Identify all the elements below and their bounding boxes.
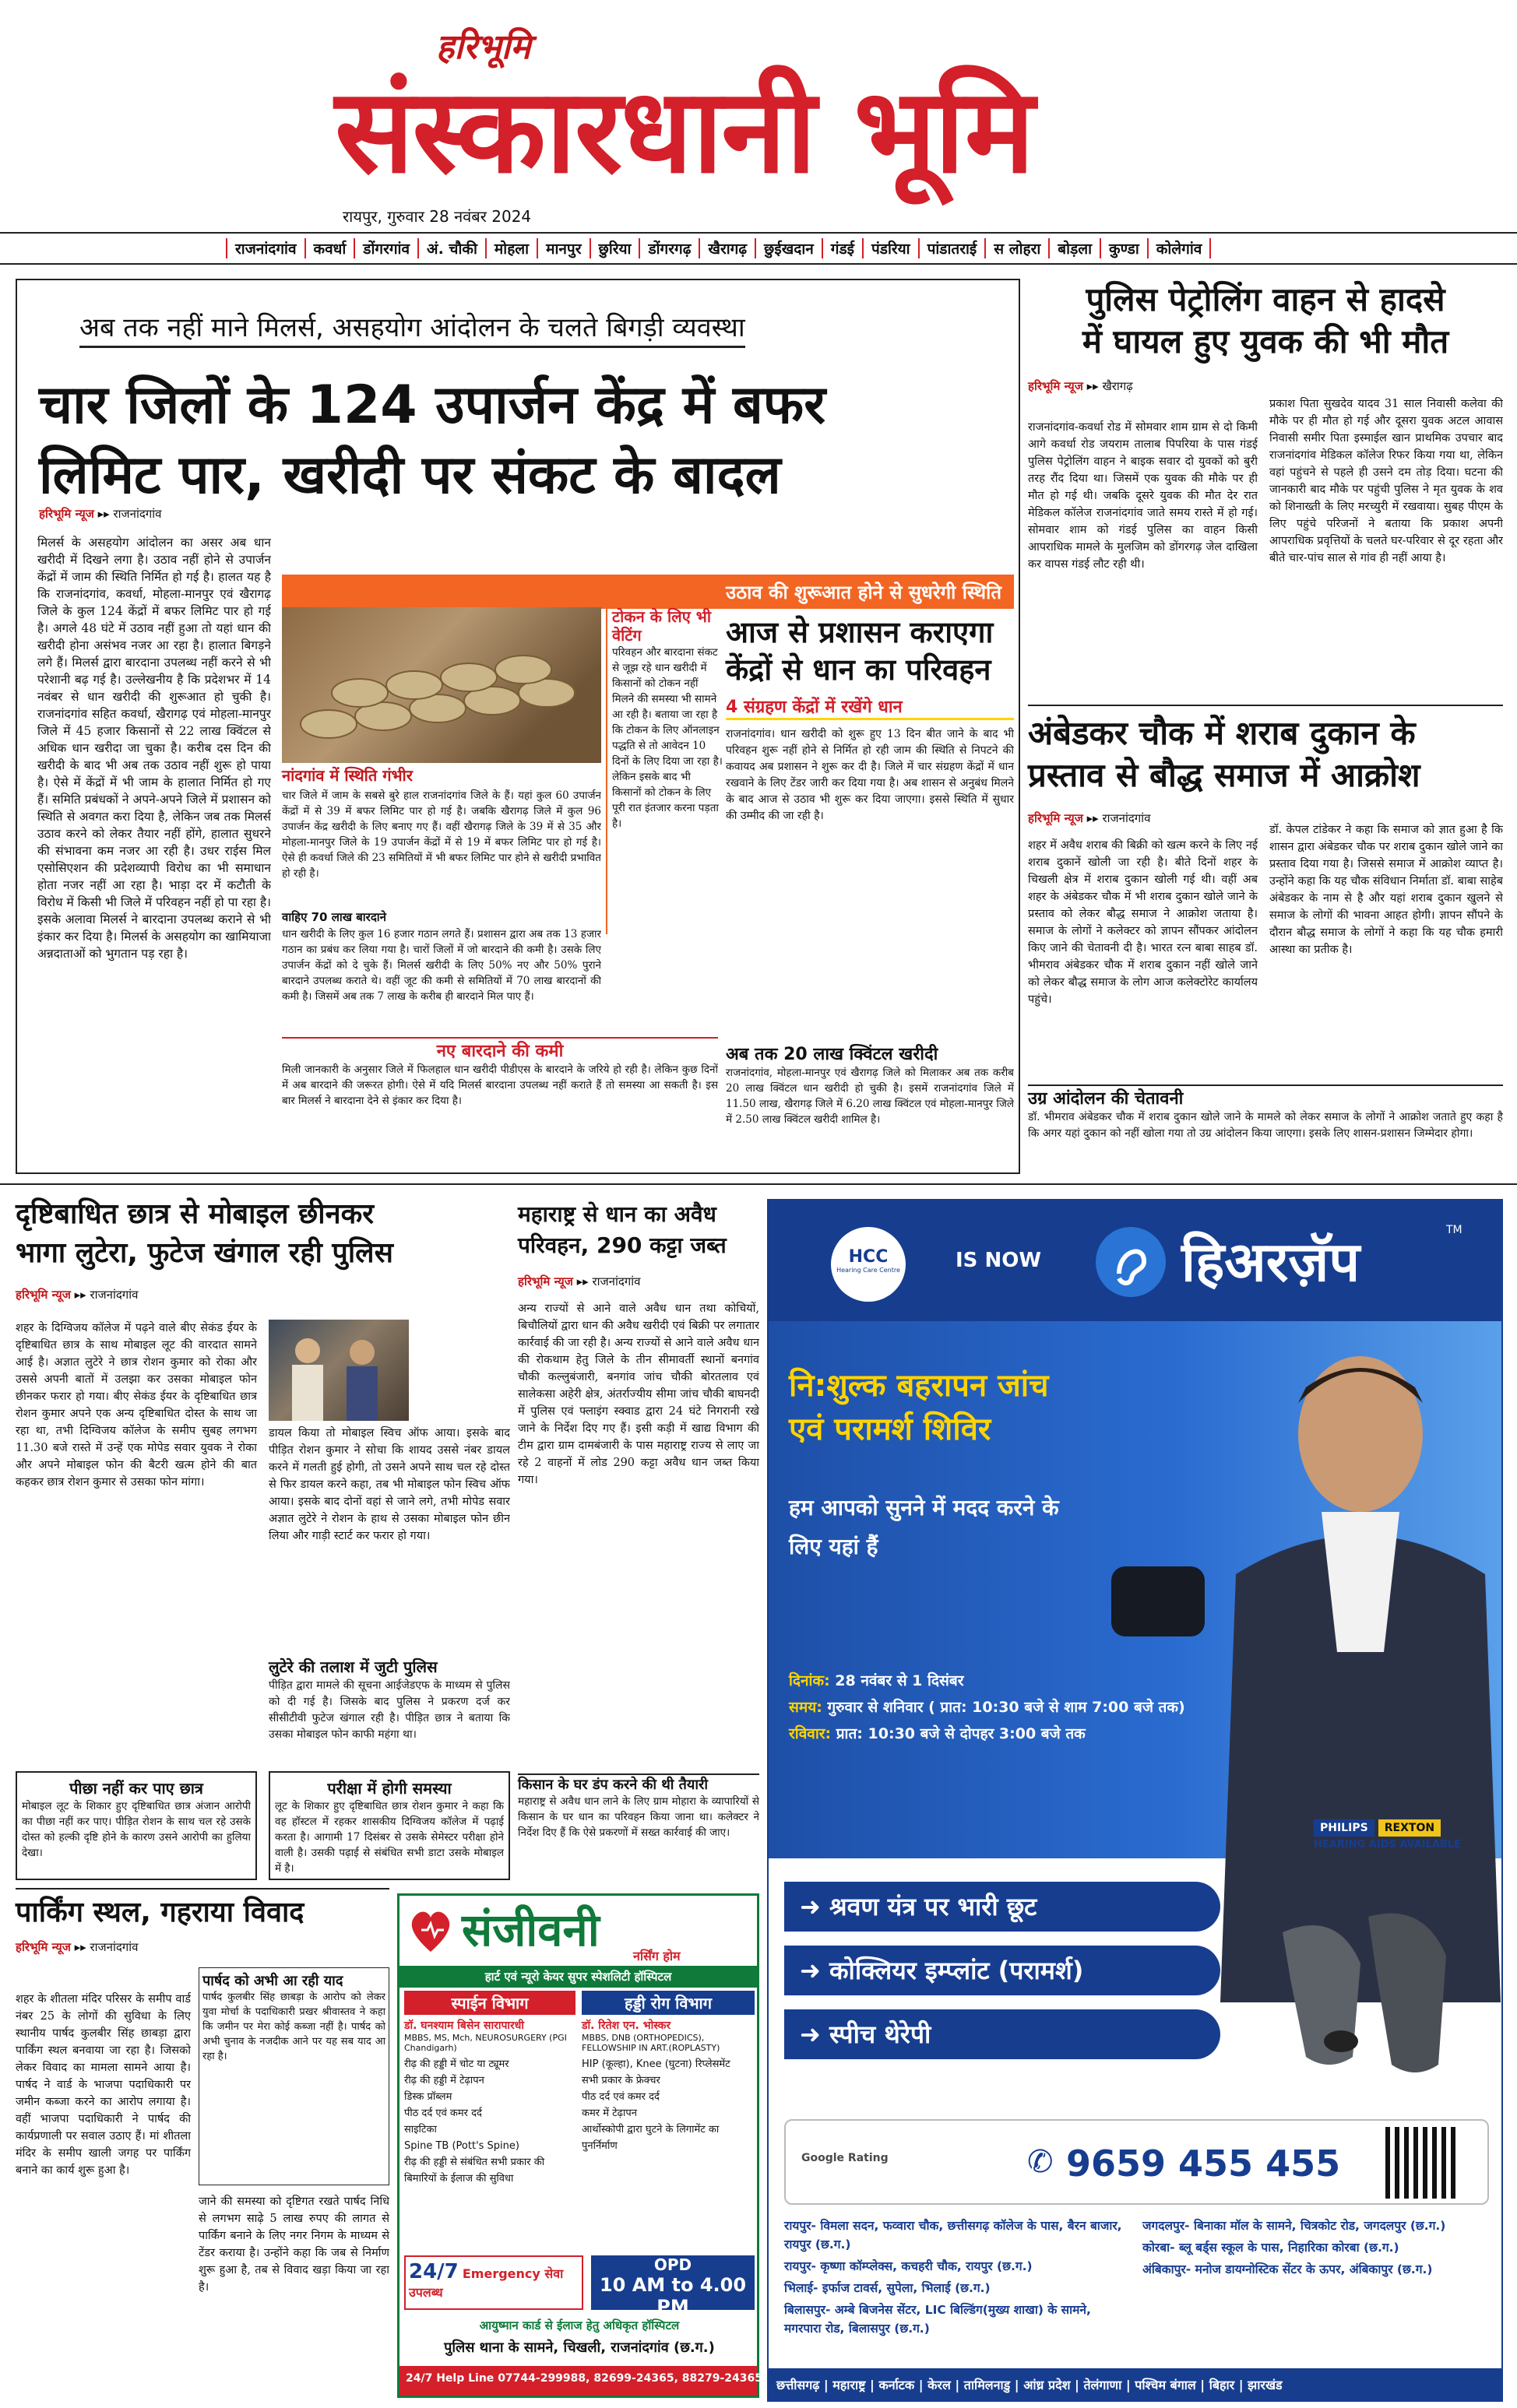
- byline-brand: हरिभूमि न्यूज: [39, 507, 94, 521]
- arrow-icon: ➜: [800, 2020, 829, 2049]
- list-item: Spine TB (Pott's Spine): [404, 2140, 519, 2152]
- police-column-1: राजनांदगांव-कवर्धा रोड में सोमवार शाम ग्राम से दो किमी आगे कवर्धा रोड जयराम तालाब पिपरिया के पास गंडई पुलिस पेट्रोलिंग वाहन ने बाइक सवार दो युवकों को बुरी तरह रौंद दिया था। जिसमें एक युवक की मौके पर ही मौत हो गई थी। जबकि दूसरे युवक की मौत देर रात मेडिकल कॉलेज राजनांदगांव जाते समय रास्ते में हो गई। सोमवार शाम को गंडई पुलिस का वाहन किसी आपराधिक मामले के मुलजिम को डोंगरगढ़ जेल दाखिला कर वापस गंडई लौट रही थी।: [1028, 421, 1258, 571]
- hospital-address: पुलिस थाना के सामने, चिखली, राजनांदगांव (छ.ग.): [444, 2339, 715, 2356]
- transport-headline-1: आज से प्रशासन कराएगा: [726, 615, 994, 649]
- tagline-1: हम आपको सुनने में मदद करने के: [789, 1495, 1059, 1520]
- purchase-box-text: राजनांदगांव, मोहला-मानपुर एवं खैरागढ़ जिले को मिलाकर अब तक करीब 20 लाख क्विंटल धान खरीदी हो चुकी है। इसमें राजनांदगांव जिले में 11.50 लाख, खैरागढ़ जिले में 6.20 लाख क्विंटल एवं मोहला-मानपुर जिले में 2.50 लाख क्विंटल खरीदी शामिल है।: [726, 1067, 1014, 1126]
- helpline-numbers[interactable]: 07744-299988, 82699-24365, 88279-24365: [498, 2372, 762, 2385]
- camp-title-1: नि:शुल्क बहरापन जांच: [789, 1368, 1049, 1404]
- police-story: [1028, 279, 1503, 699]
- address-col-right: [1142, 2216, 1485, 2279]
- ayushman-line: आयुष्मान कार्ड से ईलाज हेतु अधिकृत हॉस्पिटल: [479, 2318, 680, 2332]
- city-item[interactable]: मोहला: [487, 238, 538, 258]
- parking-column-1: शहर के शीतला मंदिर परिसर के समीप वार्ड नंबर 25 के लोगों की सुविधा के लिए स्थानीय पार्षद कुलबीर सिंह छाबड़ा द्वारा पार्किंग स्थल बनवाया जा रहा है। जिसको लेकर विवाद का मामला सामने आया है। पार्षद ने वार्ड के भाजपा पदाधिकारी पर जमीन कब्जा करने का आरोप लगाया है। वहीं भाजपा पदाधिकारी ने पार्षद की कार्यप्रणाली पर सवाल उठाए हैं। मां शीतला मंदिर के समीप खाली जगह पर पार्किंग बनाने का कार्य शुरू हुआ है।: [16, 1993, 191, 2177]
- rice-headline-1: महाराष्ट्र से धान का अवैध: [518, 1201, 716, 1227]
- is-now: IS NOW: [956, 1249, 1041, 1272]
- address-item: रायपुर- विमला सदन, फव्वारा चौक, छत्तीसगढ़ कॉलेज के पास, बैरन बाजार, रायपुर (छ.ग.): [784, 2219, 1122, 2252]
- ortho-dept-title: हड्डी रोग विभाग: [582, 1991, 755, 2015]
- city-item[interactable]: कोलेगांव: [1149, 238, 1212, 258]
- rexton-logo: REXTON: [1378, 1819, 1441, 1837]
- arrow-icon: ➜: [800, 1956, 829, 1985]
- transport-headline-2: केंद्रों से धान का परिवहन: [726, 652, 991, 687]
- hearzap-ad[interactable]: [767, 1199, 1503, 2402]
- address-item: कोरबा- ब्लू बर्ड्स स्कूल के पास, निहारिका कोरबा (छ.ग.): [1142, 2241, 1399, 2255]
- parking-story: [16, 1888, 389, 2402]
- lead-story: [16, 279, 1020, 1174]
- phone-number[interactable]: 9659 455 455: [1066, 2143, 1341, 2185]
- token-box: [606, 607, 723, 934]
- hearing-aids-image: [1251, 1886, 1485, 2088]
- ortho-doctor: डॉ. रितेश एन. भोस्कर: [582, 2020, 671, 2032]
- state-item: महाराष्ट्र: [832, 2378, 866, 2392]
- top-rule: [0, 232, 1517, 234]
- hearzap-brand: हिअरज़ॅप: [1181, 1230, 1360, 1294]
- city-item[interactable]: डोंगरगढ़: [640, 238, 700, 258]
- state-item: कर्नाटक: [878, 2378, 915, 2392]
- opd-block: [591, 2255, 755, 2318]
- transport-strap: 4 संग्रहण केंद्रों में रखेंगे धान: [726, 694, 1014, 720]
- theft-headline-1: दृष्टिबाधित छात्र से मोबाइल छीनकर: [16, 1198, 374, 1230]
- byline-place: राजनांदगांव: [113, 507, 162, 521]
- branch-addresses: [784, 2216, 1489, 2361]
- partners-note: HEARING AIDS AVAILABLE: [1314, 1839, 1461, 1851]
- ambedkar-story: [1028, 712, 1503, 1172]
- sunday-value: प्रात: 10:30 बजे से दोपहर 3:00 बजे तक: [836, 1725, 1086, 1742]
- state-item: पश्चिम बंगाल: [1135, 2378, 1196, 2392]
- byline-place: खैरागढ़: [1102, 379, 1133, 393]
- lead-strap: उठाव की शुरूआत होने से सुधरेगी स्थिति: [282, 575, 1014, 609]
- hcc-logo-text: HCC: [848, 1247, 889, 1267]
- spine-doctor-degree: MBBS, MS, Mch, NEUROSURGERY (PGI Chandigarh): [404, 2033, 567, 2053]
- lead-column-3: धान खरीदी के लिए कुल 16 हजार गठान लगते हैं। प्रशासन द्वारा अब तक 13 हजार गठान का प्रबंध कर लिया गया है। चारों जिलों में जो बारदाने की कमी है। उसके लिए उपार्जन केंद्रों को दे चुके हैं। मिलर्स खरीदी के लिए 50% नए और 50% पुराने बारदाने उपलब्ध कराते थे। वहीं जूट की कमी से समितियों में 70 लाख बारदानों की कमी है। जिसमें अब तक 7 लाख के करीब ही बारदाने मिल पाए हैं।: [282, 928, 601, 1003]
- chase-box-text: मोबाइल लूट के शिकार हुए दृष्टिबाधित छात्र अंजान आरोपी का पीछा नहीं कर पाए। पीड़ित रोशन के साथ चल रहे उसके दोस्त को हल्की दृष्टि होने के कारण उसने आरोपी का हुलिया देखा।: [22, 1800, 251, 1859]
- address-item: अंबिकापुर- मनोज डायग्नोस्टिक सेंटर के ऊपर, अंबिकापुर (छ.ग.): [1142, 2262, 1433, 2276]
- lead-kicker: अब तक नहीं माने मिलर्स, असहयोग आंदोलन के चलते बिगड़ी व्यवस्था: [79, 308, 745, 348]
- service-label: कोक्लियर इम्प्लांट (परामर्श): [829, 1956, 1084, 1985]
- spine-services: [404, 2056, 575, 2187]
- list-item: डिस्क प्रॉब्लम: [404, 2091, 452, 2103]
- dump-box-text: महाराष्ट्र से अवैध धान लाने के लिए ग्राम मोहारा के व्यापारियों से किसान के घर धान का परिवहन किया जाना था। कलेक्टर ने निर्देश दिए हैं कि ऐसे प्रकरणों में सख्त कार्रवाई की जाए।: [518, 1795, 759, 1839]
- byline-place: राजनांदगांव: [90, 1288, 139, 1302]
- city-item[interactable]: छुईखदान: [756, 238, 823, 258]
- lead-headline-line2: लिमिट पार, खरीदी पर संकट के बादल: [39, 445, 781, 506]
- city-item[interactable]: कवर्धा: [306, 238, 356, 258]
- city-item[interactable]: पंडरिया: [864, 238, 920, 258]
- rice-headline-2: परिवहन, 290 कट्टा जब्त: [518, 1232, 727, 1258]
- states-bar: छत्तीसगढ़ | महाराष्ट्र | कर्नाटक | केरल | तामिलनाडु | आंध्र प्रदेश | तेलंगाणा | पश्चिम बंगाल | बिहार | झारखंड: [769, 2368, 1503, 2402]
- byline-place: राजनांदगांव: [592, 1274, 641, 1288]
- state-item: आंध्र प्रदेश: [1023, 2378, 1071, 2392]
- service-item[interactable]: [784, 1946, 1220, 1995]
- councillor-box-text: पार्षद कुलबीर सिंह छाबड़ा के आरोप को लेकर युवा मोर्चा के पदाधिकारी प्रखर श्रीवास्तव ने कहा कि जमीन पर मेरा कोई कब्जा नहीं है। पार्षद को अभी चुनाव के नजदीक आने पर यह सब याद आ रहा है।: [202, 1991, 385, 2062]
- list-item: कमर में टेढ़ापन: [582, 2107, 637, 2119]
- schedule-date: [789, 1668, 1225, 1694]
- tagline: [789, 1489, 1225, 1566]
- parking-byline: हरिभूमि न्यूज ▸▸ राजनांदगांव: [16, 1940, 139, 1954]
- city-item[interactable]: छुरिया: [591, 238, 641, 258]
- theft-column-2: डायल किया तो मोबाइल स्विच ऑफ आया। इसके बाद पीड़ित रोशन कुमार ने सोचा कि शायद उससे नंबर डायल करने में गलती हुई होगी, तो उसने अपने साथ चल रहे दोस्त से फिर डायल करने कहा, तब भी मोबाइल फोन स्विच ऑफ आया। इसके बाद दोनों वहां से जाने लगे, तभी मोपेड सवार अज्ञात लुटेरे ने रोशन के हाथ से उसका मोबाइल फोन छीन लिया और गाड़ी स्टार्ट कर फरार हो गया।: [269, 1427, 510, 1542]
- sunday-label: रविवार:: [789, 1725, 832, 1742]
- city-item[interactable]: गंडई: [823, 238, 864, 258]
- chase-box-head: पीछा नहीं कर पाए छात्र: [69, 1779, 203, 1798]
- address-col-left: [784, 2216, 1127, 2338]
- list-item: रीढ़ की हड्डी से संबंधित सभी प्रकार की बिमारियों के ईलाज की सुविधा: [404, 2157, 545, 2185]
- token-box-text: परिवहन और बारदाना संकट से जूझ रहे धान खरीदी में किसानों को टोकन नहीं मिलने की समस्या भी सामने आ रही है। बताया जा रहा है कि टोकन के लिए ऑनलाइन पद्धति से तो आवेदन 10 दिनों के लिए दिया जा रहा है। लेकिन इसके बाद भी किसानों को टोकन के लिए पूरी रात इंतजार करना पड़ता है।: [612, 646, 723, 830]
- time-label: समय:: [789, 1699, 822, 1716]
- byline-brand: हरिभूमि न्यूज: [518, 1274, 573, 1288]
- ambedkar-headline-1: अंबेडकर चौक में शराब दुकान के: [1028, 714, 1416, 752]
- partners: [1314, 1819, 1493, 1851]
- helpline-label: 24/7 Help Line: [406, 2372, 495, 2385]
- students-photo: [269, 1320, 409, 1421]
- hcc-logo-sub: Hearing Care Centre: [836, 1267, 900, 1274]
- lead-headline-line1: चार जिलों के 124 उपार्जन केंद्र में बफर: [39, 374, 826, 436]
- search-text: पीड़ित द्वारा मामले की सूचना आईजेडएफ के माध्यम से पुलिस को दी गई है। जिसके बाद पुलिस ने प्रकरण दर्ज कर सीसीटीवी फुटेज खंगाल रही है। पीड़ित छात्र ने बताया कि उसका मोबाइल फोन काफी महंगा था।: [269, 1679, 510, 1741]
- lead-column-2: चार जिले में जाम के सबसे बुरे हाल राजनांदगांव जिले के हैं। यहां कुल 60 उपार्जन केंद्रों में से 39 में बफर लिमिट पार हो गई है। जबकि खैरागढ़ जिले में कुल 96 उपार्जन केंद्र खरीदी के लिए बनाए गए हैं। वहीं खैरागढ़ जिले के 39 में से 35 और मोहला-मानपुर जिले के 19 उपार्जन केंद्रों में से 19 में बफर लिमिट पार हो गई है। ऐसे ही कवर्धा जिले की 23 समितियों में भी बफर लिमिट पार होने से खरीदी प्रभावित हो रही है।: [282, 789, 601, 880]
- masthead-group: हरिभूमि: [436, 27, 531, 67]
- exam-box: [269, 1771, 510, 1880]
- sanjivani-name: संजीवनी: [462, 1904, 600, 1956]
- qr-code-icon[interactable]: [1385, 2127, 1457, 2199]
- emergency-block: [404, 2255, 583, 2310]
- service-label: श्रवण यंत्र पर भारी छूट: [829, 1892, 1037, 1921]
- list-item: आर्थोस्कोपी द्वारा घुटने के लिगामेंट का पुनर्निर्माण: [582, 2124, 720, 2152]
- warning-box: [1028, 1084, 1503, 1170]
- address-item: रायपुर- कृष्णा कॉम्प्लेक्स, कचहरी चौक, रायपुर (छ.ग.): [784, 2259, 1033, 2273]
- city-strip: [226, 238, 1511, 258]
- service-item[interactable]: [784, 2009, 1220, 2059]
- opd-label: OPD: [653, 2255, 692, 2274]
- dateline: रायपुर, गुरुवार 28 नवंबर 2024: [343, 207, 532, 226]
- bardane-box-head: नए बारदाने की कमी: [436, 1042, 564, 1061]
- dump-box: [518, 1773, 759, 1880]
- ambedkar-column-1: शहर में अवैध शराब की बिक्री को खत्म करने के लिए नई शराब दुकानें खोली जा रही है। बीते दिनों शहर के चिखली क्षेत्र में शराब दुकान खोली गई थी। वहीं अब शहर के अंबेडकर चौक में भी शराब दुकान खोले जाने के प्रस्ताव को लेकर बौद्ध समाज ने आक्रोश जताया है। समाज के लोगों ने कलेक्टर को ज्ञापन सौंपकर आंदोलन किए जाने की चेतावनी दी है। भारत रत्न बाबा साहब डॉ. भीमराव अंबेडकर चौक में शराब दुकान नहीं खोले जाने को लेकर बौद्ध समाज के लोग आज कलेक्टोरेट कार्यालय पहुंचे।: [1028, 839, 1258, 1006]
- theft-column-1: शहर के दिग्विजय कॉलेज में पढ़ने वाले बीए सेकंड ईयर के दृष्टिबाधित छात्र के साथ मोबाइल लूट की वारदात सामने आई है। अज्ञात लुटेरे ने छात्र रोशन कुमार को रोका और उससे अपनी बातों में उलझा कर उसका मोबाइल फोन छीनकर फरार हो गया। बीए सेकंड ईयर के दृष्टिबाधित छात्र रोशन कुमार अपने एक अन्य दृष्टिबाधित दोस्त के साथ जा रहा था, तभी दिग्विजय कॉलेज के समीप सुबह लगभग 11.30 बजे रास्ते में उन्हें एक मोपेड सवार युवक ने रोका और अपने मोबाइल फोन की बैटरी खत्म होने की बात कहकर छात्र रोशन कुमार से उसका फोन मांगा।: [16, 1322, 257, 1489]
- police-column-2: प्रकाश पिता सुखदेव यादव 31 साल निवासी कलेवा की मौके पर ही मौत हो गई और दूसरा युवक अटल आवास निवासी समीर पिता इस्माईल खान प्राथमिक उपचार बाद राजनांदगांव मेडिकल कॉलेज रिफर किया गया था, लेकिन वहां पहुंचने से पहले ही उसने दम तोड़ दिया। घटना की जानकारी बाद मौके पर पहुंची पुलिस ने मृत युवक के शव को शिनाख्ती के लिए मरच्युरी में रखवाया। सुबह पीएम के लिए पहुंचे परिजनों ने बताया कि प्रकाश अपनी आपराधिक प्रवृत्तियों के चलते घर-परिवार से दूर रहता और बीते चार-पांच साल से गांव ही नहीं आया है।: [1269, 398, 1503, 564]
- byline-brand: हरिभूमि न्यूज: [1028, 379, 1083, 393]
- rice-byline: हरिभूमि न्यूज ▸▸ राजनांदगांव: [518, 1274, 641, 1288]
- contact-bar: [784, 2119, 1489, 2205]
- exam-box-text: लूट के शिकार हुए दृष्टिबाधित छात्र रोशन कुमार ने कहा कि वह हॉस्टल में रहकर शासकीय दिग्विजय कॉलेज में पढ़ाई करता है। आगामी 17 दिसंबर से उसके सेमेस्टर परीक्षा होने वाली है। उसकी पढ़ाई से संबंधित सभी डाटा उसके मोबाइल में है।: [275, 1800, 504, 1875]
- list-item: पीठ दर्द एवं कमर दर्द: [404, 2107, 482, 2119]
- sanjivani-sub: नर्सिंग होम: [633, 1949, 681, 1963]
- byline-place: राजनांदगांव: [90, 1940, 139, 1954]
- students-photo-figure: [269, 1320, 409, 1421]
- ambedkar-byline: हरिभूमि न्यूज ▸▸ राजनांदगांव: [1028, 811, 1151, 825]
- tagline-2: लिए यहां हैं: [789, 1534, 878, 1559]
- lead-photo: [282, 607, 601, 763]
- sanjivani-tagline: हार्ट एवं न्यूरो केयर सुपर स्पेशलिटी हॉस्पिटल: [399, 1966, 757, 1988]
- list-item: रीढ़ की हड्डी में टेढ़ापन: [404, 2075, 484, 2086]
- list-item: साइटिका: [404, 2124, 437, 2136]
- services: [784, 1882, 1220, 2059]
- section-rule: [0, 1183, 1517, 1185]
- sanjivani-ad[interactable]: [397, 1893, 762, 2398]
- date-value: 28 नवंबर से 1 दिसंबर: [835, 1672, 964, 1689]
- state-item: केरल: [927, 2378, 951, 2392]
- ortho-doctor-degree: MBBS, DNB (ORTHOPEDICS), FELLOWSHIP IN ART.(ROPLASTY): [582, 2033, 720, 2053]
- warning-text: डॉ. भीमराव अंबेडकर चौक में शराब दुकान खोले जाने के मामले को लेकर समाज के लोगों ने आक्रोश जताते हुए कहा है कि अगर यहां दुकान को नहीं खोला गया तो उग्र आंदोलन किया जाएगा। इसके लिए शासन-प्रशासन जिम्मेदार होगा।: [1028, 1111, 1503, 1140]
- illegal-rice-story: [518, 1199, 759, 1880]
- ortho-services: [582, 2056, 755, 2154]
- byline-brand: हरिभूमि न्यूज: [1028, 811, 1083, 825]
- service-label: स्पीच थेरेपी: [829, 2020, 931, 2049]
- byline-brand: हरिभूमि न्यूज: [16, 1940, 71, 1954]
- time-value: गुरुवार से शनिवार ( प्रात: 10:30 बजे से शाम 7:00 बजे तक): [827, 1699, 1185, 1716]
- camp-title-2: एवं परामर्श शिविर: [789, 1411, 991, 1447]
- rice-sacks-photo: [282, 607, 601, 763]
- dump-box-head: किसान के घर डंप करने की थी तैयारी: [518, 1777, 709, 1793]
- warning-head: उग्र आंदोलन की चेतावनी: [1028, 1089, 1184, 1109]
- city-item[interactable]: राजनांदगांव: [226, 238, 306, 258]
- state-item: तेलंगाणा: [1083, 2378, 1122, 2392]
- ambedkar-column-2: डॉ. केपल टांडेकर ने कहा कि समाज को ज्ञात हुआ है कि शासन द्वारा अंबेडकर चौक पर शराब दुकान खोले जाने का प्रस्ताव दिया गया है। जिससे समाज में आक्रोश व्याप्त है। उन्होंने कहा कि यह चौक संविधान निर्माता डॉ. बाबा साहेब अंबेडकर के नाम से है और यहां शराब दुकान खुलने से समाज के लोगों की भावना आहत होगी। ज्ञापन सौंपने के दौरान बौद्ध समाज के लोगों ने कहा कि यह चौक हमारी आस्था का प्रतीक है।: [1269, 824, 1503, 956]
- masthead: [0, 0, 1517, 265]
- police-headline-1: पुलिस पेट्रोलिंग वाहन से हादसे: [1086, 280, 1445, 318]
- service-item[interactable]: [784, 1882, 1220, 1932]
- purchase-box-head: अब तक 20 लाख क्विंटल खरीदी: [726, 1045, 938, 1064]
- address-item: जगदलपुर- बिनाका मॉल के सामने, चित्रकोट रोड, जगदलपुर (छ.ग.): [1142, 2219, 1446, 2233]
- transport-box: [726, 613, 1014, 1034]
- city-item[interactable]: स लोहरा: [986, 238, 1050, 258]
- city-item[interactable]: अं. चौकी: [419, 238, 487, 258]
- city-rule: [0, 263, 1517, 265]
- helpline-bar: [399, 2366, 762, 2396]
- state-item: बिहार: [1209, 2378, 1235, 2392]
- police-byline: हरिभूमि न्यूज ▸▸ खैरागढ़: [1028, 379, 1133, 393]
- ortho-dept: [582, 1991, 755, 2248]
- city-item[interactable]: कुण्डा: [1101, 238, 1149, 258]
- bardane-box: [282, 1037, 718, 1169]
- heart-logo-icon: [407, 1904, 454, 1958]
- camp-title: [789, 1364, 1194, 1451]
- parking-headline: पार्किंग स्थल, गहराया विवाद: [16, 1897, 304, 1928]
- address-item: बिलासपुर- अम्बे बिजनेस सेंटर, LIC बिल्डिंग(मुख्य शाखा) के सामने, मगरपारा रोड, बिलासपुर (छ.ग.): [784, 2303, 1091, 2336]
- rice-column: अन्य राज्यों से आने वाले अवैध धान तथा कोचियों, बिचौलियों द्वारा धान की अवैध खरीदी एवं बिक्री पर लगातार कार्रवाई की जा रही है। अन्य राज्यों से आने वाले अवैध धान की रोकथाम हेतु जिले के तीन सीमावर्ती स्थानों बनगांव चौकी कल्लुबंजारी, बनगांव जांच चौकी बोरतलाव एवं सालेकसा अहेरी क्षेत्र, अंतर्राज्यीय सीमा जांच चौकी बाघनदी में पुलिस एवं फ्लाइंग स्क्वाड द्वारा 24 घंटे निगरानी रखे जाने के निर्देश दिए गए हैं। इसी कड़ी में खाद्य विभाग की टीम द्वारा ग्राम दामबंजारी के पास महाराष्ट्र राज्य से लाए जा रहे 2 वाहनों में लोड 290 कट्टा अवैध धान जब्त किया गया।: [518, 1302, 759, 1486]
- spine-dept-title: स्पाईन विभाग: [404, 1991, 575, 2015]
- list-item: पीठ दर्द एवं कमर दर्द: [582, 2091, 660, 2103]
- token-box-title: टोकन के लिए भी वेटिंग: [612, 607, 712, 645]
- date-label: दिनांक:: [789, 1672, 830, 1689]
- councillor-box-head: पार्षद को अभी आ रही याद: [202, 1973, 343, 1989]
- google-rating: Google Rating: [801, 2152, 889, 2164]
- city-item[interactable]: डोंगरगांव: [355, 238, 419, 258]
- transport-text: राजनांदगांव। धान खरीदी को शुरू हुए 13 दिन बीत जाने के बाद भी परिवहन शुरू नहीं होने से निर्मित हो रही जाम की स्थिति से निपटने की कवायद अब प्रशासन ने शुरू कर दी है। जिले में चार संग्रहण केंद्रों में धान रखवाने के लिए टेंडर जारी कर दिया गया है। अब शासन से अनुबंध मिलने के बाद आज से उठाव भी शुरू कर दिया जाएगा। इससे स्थिति में सुधार की उम्मीद की जा रही है।: [726, 728, 1014, 822]
- phone-icon: ✆: [1027, 2144, 1054, 2180]
- purchase-box: [726, 1042, 1014, 1169]
- state-item: छत्तीसगढ़: [776, 2378, 820, 2392]
- byline-place: राजनांदगांव: [1102, 811, 1151, 825]
- sub-heading-bardane: वाहिए 70 लाख बारदाने: [282, 910, 386, 924]
- lead-byline: हरिभूमि न्यूज ▸▸ राजनांदगांव: [39, 507, 162, 521]
- emergency-24-7: 24/7: [409, 2260, 459, 2283]
- divider: [1028, 705, 1503, 706]
- schedule: [789, 1668, 1225, 1747]
- spine-dept: [404, 1991, 575, 2248]
- lead-column-1: मिलर्स के असहयोग आंदोलन का असर अब धान खरीदी में दिखने लगा है। उठाव नहीं होने से उपार्जन केंद्रों में जाम की स्थिति निर्मित हो गई है। हालत यह है कि राजनांदगांव, कवर्धा, मोहला-मानपुर एवं खैरागढ़ जिले के कुल 124 केंद्रों में बफर लिमिट पार हो गई है। अगले 48 घंटे में उठाव नहीं हुआ तो यहां धान की खरीदी होना असंभव नजर आ रहा है। हालात बिगड़ने लगे हैं। मिलर्स द्वारा बारदाना उपलब्ध नहीं करने से भी परेशानी बढ़ गई है। उल्लेखनीय है कि प्रदेशभर में 14 नवंबर से धान खरीदी की शुरूआत हो चुकी है। राजनांदगांव सहित कवर्धा, खैरागढ़ एवं मोहला-मानपुर जिले में 45 हजार किसानों से 22 लाख क्विंटल से अधिक धान खरीदा जा चुका है। करीब दस दिन की खरीदी के बाद भी अब तक उठाव नहीं शुरू हो पाया है। ऐसे में केंद्रों में भी जाम के हालात निर्मित हो गए हैं। समिति प्रबंधकों ने अपने-अपने जिले में प्रशासन को स्थिति से अवगत करा दिया है, लेकिन जब तक मिलर्स उठाव करने को लेकर तैयार नहीं होंगे, हालात सुधरने की संभावना कम नजर आ रही है। उधर राईस मिल एसोसिएशन की प्रदेशव्यापी विरोध का भी समाधान होता नजर नहीं आ रहा है। भाड़ा दर में कटौती के विरोध में किसी भी जिले में परिवहन नहीं हो पा रहा है। इसके अलावा मिलर्स ने बारदाना उपलब्ध कराने से भी इंकार कर दिया है। मिलर्स के असहयोग का खामियाजा अन्नदाताओं को भुगतान पड़ रहा है।: [37, 536, 271, 961]
- address-item: भिलाई- इर्फाज टावर्स, सुपेला, भिलाई (छ.ग.): [784, 2281, 991, 2295]
- search-subhead: लुटेरे की तलाश में जुटी पुलिस: [269, 1657, 438, 1676]
- philips-logo: PHILIPS: [1314, 1819, 1374, 1837]
- bardane-box-text: मिली जानकारी के अनुसार जिले में फिलहाल धान खरीदी पीडीएस के बारदाने के जरिये हो रही है। लेकिन कुछ दिनों में अब बारदाने की जरूरत होगी। ऐसे में यदि मिलर्स बारदाना उपलब्ध नहीं कराते हैं तो समस्या आ सकती है। इस बार मिलर्स ने बारदाना देने से इंकार कर दिया है।: [282, 1063, 718, 1107]
- city-item[interactable]: बोड़ला: [1050, 238, 1101, 258]
- schedule-sunday: [789, 1721, 1225, 1747]
- hcc-logo: [831, 1227, 906, 1302]
- byline-brand: हरिभूमि न्यूज: [16, 1288, 71, 1302]
- list-item: HIP (कूल्हा), Knee (घुटना) रिप्लेसमेंट: [582, 2058, 730, 2070]
- schedule-time: [789, 1694, 1225, 1721]
- exam-box-head: परीक्षा में होगी समस्या: [327, 1779, 452, 1798]
- ambedkar-headline-2: प्रस्ताव से बौद्ध समाज में आक्रोश: [1028, 756, 1420, 794]
- spine-doctor: डॉ. घनश्याम बिसेन सारापारधी: [404, 2020, 525, 2032]
- theft-byline: हरिभूमि न्यूज ▸▸ राजनांदगांव: [16, 1288, 139, 1302]
- arrow-icon: ➜: [800, 1892, 829, 1921]
- chase-box: [16, 1771, 257, 1880]
- councillor-box: [199, 1967, 389, 2185]
- emergency-text: Emergency सेवा उपलब्ध: [409, 2266, 564, 2300]
- opd-time: 10 AM to 4.00 PM: [599, 2274, 747, 2318]
- parking-column-2: जाने की समस्या को दृष्टिगत रखते पार्षद निधि से लगभग साढ़े 5 लाख रुपए की लागत से पार्किंग बनाने के लिए नगर निगम के माध्यम से टेंडर कराया है। उन्होंने कहा कि जब से निर्माण शुरू हुआ है, तब से विवाद खड़ा किया जा रहा है।: [199, 2195, 389, 2294]
- list-item: सभी प्रकार के फ्रेक्चर: [582, 2075, 660, 2086]
- police-headline-2: में घायल हुए युवक की भी मौत: [1082, 322, 1449, 360]
- theft-headline-2: भागा लुटेरा, फुटेज खंगाल रही पुलिस: [16, 1237, 393, 1269]
- ear-icon: [1096, 1227, 1166, 1297]
- city-item[interactable]: मानपुर: [538, 238, 590, 258]
- city-item[interactable]: पांडातराई: [920, 238, 987, 258]
- earbuds-case: [1111, 1566, 1205, 1636]
- state-item: तामिलनाडु: [963, 2378, 1011, 2392]
- list-item: रीढ़ की हड्डी में चोट या ट्यूमर: [404, 2058, 509, 2070]
- hearzap-tm: TM: [1446, 1224, 1462, 1236]
- city-item[interactable]: खैरागढ़: [700, 238, 756, 258]
- masthead-title: संस्कारधानी भूमि: [335, 64, 1033, 199]
- photo-caption: नांदगांव में स्थिति गंभीर: [282, 766, 413, 785]
- state-item: झारखंड: [1248, 2378, 1283, 2392]
- mobile-theft-story: [16, 1195, 510, 1880]
